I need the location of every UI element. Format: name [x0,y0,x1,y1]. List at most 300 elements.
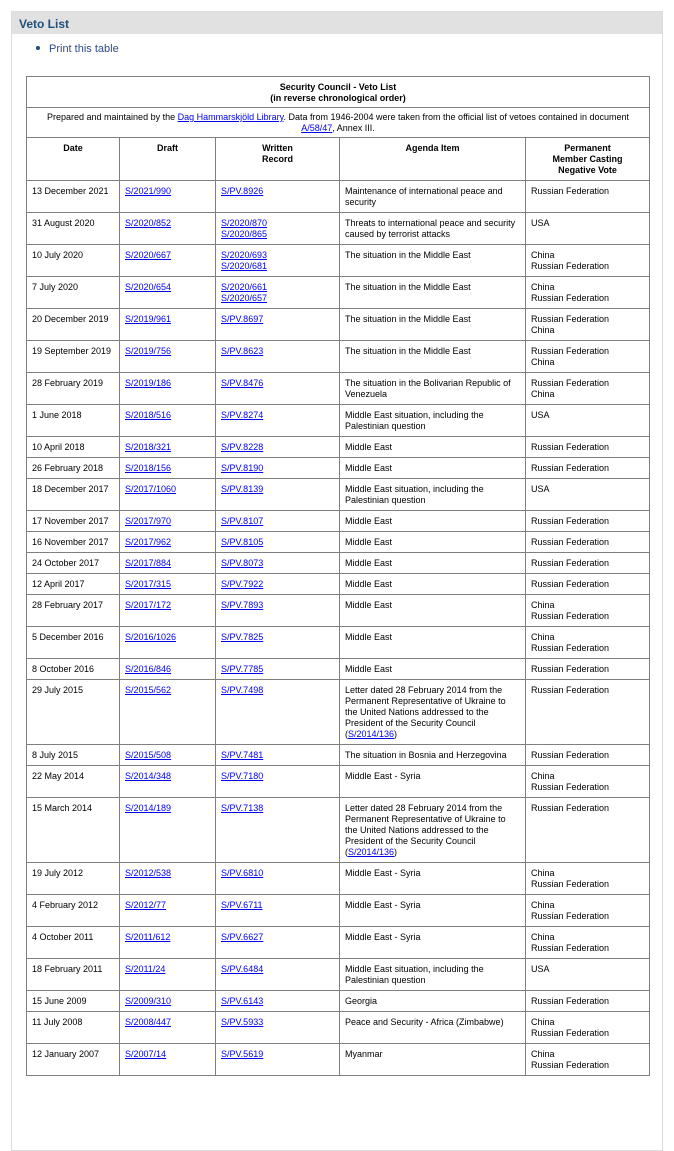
draft-link[interactable]: S/2017/962 [125,537,172,547]
library-link[interactable]: Dag Hammarskjöld Library [177,112,284,122]
member-name: Russian Federation [531,750,610,760]
draft-link[interactable]: S/2011/612 [125,932,171,942]
agenda-text: Georgia [345,996,378,1006]
cell-date: 17 November 2017 [27,511,120,532]
agenda-text: Middle East [345,664,393,674]
cell-date: 22 May 2014 [27,766,120,798]
member-name: Russian Federation [531,378,610,388]
cell-written-record [216,659,340,680]
cell-draft [120,277,216,309]
agenda-text: Middle East [345,579,393,589]
cell-written-record [216,437,340,458]
cell-written-record [216,798,340,863]
record-link[interactable]: S/PV.8190 [221,463,264,473]
cell-written-record [216,574,340,595]
table-row [27,595,650,627]
cell-draft [120,766,216,798]
cell-permanent-member [526,277,650,309]
member-name: Russian Federation [531,463,610,473]
agenda-text: Letter dated 28 February 2014 from the Permanent Representative of Ukraine to the United Nations addressed to the President of the Security Council ( [345,803,506,857]
table-row [27,1012,650,1044]
cell-written-record [216,1012,340,1044]
header-draft: Draft [120,138,216,181]
cell-draft [120,959,216,991]
agenda-document-link[interactable]: S/2014/136 [348,847,395,857]
draft-link[interactable]: S/2016/846 [125,664,172,674]
cell-permanent-member [526,309,650,341]
agenda-text: Middle East situation, including the Palestinian question [345,964,484,985]
cell-draft [120,405,216,437]
cell-permanent-member [526,437,650,458]
cell-written-record [216,245,340,277]
record-link[interactable]: S/PV.6143 [221,996,264,1006]
member-name: China [531,282,555,292]
record-link[interactable]: S/PV.8228 [221,442,264,452]
member-name: Russian Federation [531,537,610,547]
table-row [27,863,650,895]
cell-date: 18 February 2011 [27,959,120,991]
agenda-text: Middle East [345,558,393,568]
member-name: Russian Federation [531,293,610,303]
member-name: China [531,632,555,642]
cell-written-record [216,1044,340,1076]
cell-permanent-member [526,181,650,213]
record-link[interactable]: S/PV.7893 [221,600,264,610]
cell-draft [120,595,216,627]
cell-draft [120,745,216,766]
table-row [27,574,650,595]
member-name: Russian Federation [531,558,610,568]
cell-written-record [216,277,340,309]
cell-permanent-member [526,373,650,405]
draft-link[interactable]: S/2018/321 [125,442,172,452]
cell-permanent-member [526,1012,650,1044]
draft-link[interactable]: S/2015/508 [125,750,172,760]
agenda-text: Middle East [345,442,393,452]
cell-permanent-member [526,895,650,927]
cell-date: 15 June 2009 [27,991,120,1012]
record-link[interactable]: S/PV.8697 [221,314,264,324]
cell-agenda-item [340,745,526,766]
table-row [27,680,650,745]
record-link[interactable]: S/2020/657 [221,293,268,303]
caption-title: Security Council - Veto List [279,82,397,92]
column-headers [27,138,650,181]
cell-draft [120,373,216,405]
member-name: China [531,357,555,367]
record-link[interactable]: S/PV.8623 [221,346,264,356]
cell-permanent-member [526,341,650,373]
cell-agenda-item [340,959,526,991]
cell-agenda-item [340,479,526,511]
cell-permanent-member [526,1044,650,1076]
cell-draft [120,927,216,959]
cell-agenda-item [340,574,526,595]
record-link[interactable]: S/PV.8139 [221,484,264,494]
record-link[interactable]: S/PV.7481 [221,750,264,760]
agenda-text-after: ) [394,729,398,739]
record-link[interactable]: S/PV.7922 [221,579,264,589]
table-row [27,532,650,553]
table-caption-row [27,77,650,108]
cell-written-record [216,991,340,1012]
member-name: USA [531,410,550,420]
cell-agenda-item [340,405,526,437]
record-link[interactable]: S/PV.8476 [221,378,264,388]
record-link[interactable]: S/PV.5933 [221,1017,264,1027]
panel-title: Veto List [12,12,662,34]
cell-permanent-member [526,511,650,532]
cell-draft [120,895,216,927]
cell-permanent-member [526,745,650,766]
cell-written-record [216,405,340,437]
cell-draft [120,309,216,341]
record-link[interactable]: S/PV.6627 [221,932,264,942]
cell-draft [120,574,216,595]
member-name: Russian Federation [531,579,610,589]
record-link[interactable]: S/2020/681 [221,261,268,271]
cell-permanent-member [526,553,650,574]
record-link[interactable]: S/PV.7180 [221,771,264,781]
member-name: Russian Federation [531,911,610,921]
member-name: China [531,1017,555,1027]
cell-agenda-item [340,213,526,245]
agenda-text: Middle East [345,516,393,526]
cell-written-record [216,959,340,991]
cell-date: 10 April 2018 [27,437,120,458]
table-row [27,659,650,680]
header-written-record: Written Record [216,138,340,181]
agenda-text: The situation in the Middle East [345,282,471,292]
member-name: Russian Federation [531,803,610,813]
cell-written-record [216,766,340,798]
cell-agenda-item [340,766,526,798]
table-row [27,405,650,437]
cell-agenda-item [340,595,526,627]
agenda-text: Middle East [345,600,393,610]
member-name: USA [531,964,550,974]
record-link[interactable]: S/PV.7785 [221,664,264,674]
cell-date: 31 August 2020 [27,213,120,245]
cell-draft [120,627,216,659]
cell-agenda-item [340,532,526,553]
cell-agenda-item [340,553,526,574]
cell-written-record [216,213,340,245]
table-row [27,181,650,213]
cell-written-record [216,895,340,927]
member-name: China [531,771,555,781]
table-row [27,991,650,1012]
draft-link[interactable]: S/2020/667 [125,250,172,260]
cell-date: 8 July 2015 [27,745,120,766]
cell-date: 19 September 2019 [27,341,120,373]
record-link[interactable]: S/PV.8105 [221,537,264,547]
draft-link[interactable]: S/2008/447 [125,1017,172,1027]
cell-date: 5 December 2016 [27,627,120,659]
cell-agenda-item [340,437,526,458]
draft-link[interactable]: S/2017/970 [125,516,172,526]
table-row [27,213,650,245]
cell-written-record [216,927,340,959]
cell-agenda-item [340,863,526,895]
cell-agenda-item [340,659,526,680]
table-row [27,479,650,511]
cell-permanent-member [526,798,650,863]
record-link[interactable]: S/PV.7498 [221,685,264,695]
cell-permanent-member [526,458,650,479]
member-name: China [531,900,555,910]
member-name: Russian Federation [531,516,610,526]
record-link[interactable]: S/PV.6484 [221,964,264,974]
cell-agenda-item [340,627,526,659]
cell-written-record [216,309,340,341]
cell-agenda-item [340,341,526,373]
cell-draft [120,863,216,895]
cell-date: 12 April 2017 [27,574,120,595]
cell-date: 7 July 2020 [27,277,120,309]
draft-link[interactable]: S/2018/156 [125,463,172,473]
member-name: Russian Federation [531,442,610,452]
cell-permanent-member [526,680,650,745]
agenda-text: Letter dated 28 February 2014 from the Permanent Representative of Ukraine to the United Nations addressed to the President of the Security Council ( [345,685,506,739]
member-name: Russian Federation [531,996,610,1006]
table-row [27,553,650,574]
member-name: Russian Federation [531,685,610,695]
member-name: Russian Federation [531,643,610,653]
record-link[interactable]: S/PV.7825 [221,632,264,642]
member-name: USA [531,218,550,228]
draft-link[interactable]: S/2021/990 [125,186,172,196]
table-caption [27,77,650,108]
record-link[interactable]: S/PV.8274 [221,410,264,420]
cell-date: 28 February 2019 [27,373,120,405]
cell-written-record [216,511,340,532]
record-link[interactable]: S/PV.8107 [221,516,264,526]
record-link[interactable]: S/PV.5619 [221,1049,264,1059]
draft-link[interactable]: S/2019/961 [125,314,172,324]
table-row [27,245,650,277]
cell-agenda-item [340,277,526,309]
cell-draft [120,341,216,373]
cell-agenda-item [340,991,526,1012]
draft-link[interactable]: S/2012/538 [125,868,172,878]
cell-date: 11 July 2008 [27,1012,120,1044]
bullet-icon [36,46,40,50]
table-source-row [27,108,650,138]
member-name: Russian Federation [531,879,610,889]
cell-draft [120,553,216,574]
cell-date: 4 October 2011 [27,927,120,959]
cell-permanent-member [526,213,650,245]
cell-agenda-item [340,680,526,745]
member-name: China [531,325,555,335]
member-name: China [531,868,555,878]
cell-permanent-member [526,479,650,511]
cell-agenda-item [340,511,526,532]
record-link[interactable]: S/PV.6711 [221,900,263,910]
cell-permanent-member [526,627,650,659]
draft-link[interactable]: S/2014/189 [125,803,172,813]
agenda-text: The situation in the Middle East [345,346,471,356]
draft-link[interactable]: S/2017/884 [125,558,172,568]
member-name: China [531,250,555,260]
cell-agenda-item [340,1044,526,1076]
cell-draft [120,1012,216,1044]
cell-permanent-member [526,927,650,959]
cell-permanent-member [526,959,650,991]
table-row [27,627,650,659]
cell-permanent-member [526,405,650,437]
agenda-text: Middle East - Syria [345,900,421,910]
cell-draft [120,532,216,553]
cell-draft [120,1044,216,1076]
draft-link[interactable]: S/2014/348 [125,771,172,781]
table-row [27,1044,650,1076]
cell-agenda-item [340,181,526,213]
member-name: China [531,600,555,610]
cell-agenda-item [340,458,526,479]
agenda-text: Myanmar [345,1049,383,1059]
draft-link[interactable]: S/2012/77 [125,900,167,910]
cell-date: 26 February 2018 [27,458,120,479]
agenda-text: Middle East - Syria [345,932,421,942]
cell-date: 8 October 2016 [27,659,120,680]
table-row [27,373,650,405]
cell-date: 16 November 2017 [27,532,120,553]
draft-link[interactable]: S/2020/852 [125,218,172,228]
cell-agenda-item [340,1012,526,1044]
document-link[interactable]: A/58/47 [301,123,333,133]
source-note: Prepared and maintained by the Dag Hammarskjöld Library. Data from 1946-2004 were taken from the official list of vetoes contained in document A/58/47, Annex III. [27,108,650,138]
member-name: Russian Federation [531,1060,610,1070]
table-row [27,895,650,927]
header-agenda-item: Agenda Item [340,138,526,181]
cell-draft [120,181,216,213]
record-link[interactable]: S/2020/693 [221,250,268,260]
record-link[interactable]: S/PV.8073 [221,558,264,568]
draft-link[interactable]: S/2007/14 [125,1049,167,1059]
member-name: China [531,1049,555,1059]
print-table-link[interactable]: Print this table [49,43,119,55]
member-name: USA [531,484,550,494]
cell-permanent-member [526,574,650,595]
cell-date: 24 October 2017 [27,553,120,574]
cell-agenda-item [340,309,526,341]
draft-link[interactable]: S/2011/24 [125,964,166,974]
cell-date: 20 December 2019 [27,309,120,341]
cell-written-record [216,458,340,479]
record-link[interactable]: S/PV.6810 [221,868,264,878]
record-link[interactable]: S/2020/865 [221,229,268,239]
cell-draft [120,245,216,277]
agenda-document-link[interactable]: S/2014/136 [348,729,395,739]
table-row [27,927,650,959]
draft-link[interactable]: S/2015/562 [125,685,172,695]
table-row [27,959,650,991]
cell-written-record [216,479,340,511]
cell-draft [120,680,216,745]
table-row [27,766,650,798]
cell-written-record [216,553,340,574]
draft-link[interactable]: S/2017/315 [125,579,172,589]
cell-written-record [216,532,340,553]
table-row [27,458,650,479]
cell-draft [120,991,216,1012]
agenda-text: The situation in Bosnia and Herzegovina [345,750,507,760]
cell-written-record [216,181,340,213]
table-body [27,181,650,1076]
draft-link[interactable]: S/2016/1026 [125,632,177,642]
cell-permanent-member [526,863,650,895]
member-name: Russian Federation [531,611,610,621]
cell-permanent-member [526,766,650,798]
draft-link[interactable]: S/2019/186 [125,378,172,388]
header-date: Date [27,138,120,181]
table-row [27,798,650,863]
member-name: China [531,932,555,942]
record-link[interactable]: S/2020/661 [221,282,268,292]
table-row [27,277,650,309]
agenda-text: Peace and Security - Africa (Zimbabwe) [345,1017,504,1027]
cell-agenda-item [340,895,526,927]
table-row [27,437,650,458]
cell-agenda-item [340,373,526,405]
draft-link[interactable]: S/2018/516 [125,410,172,420]
cell-draft [120,479,216,511]
draft-link[interactable]: S/2009/310 [125,996,172,1006]
cell-written-record [216,627,340,659]
cell-date: 18 December 2017 [27,479,120,511]
member-name: Russian Federation [531,186,610,196]
cell-permanent-member [526,595,650,627]
cell-draft [120,437,216,458]
member-name: China [531,389,555,399]
cell-written-record [216,595,340,627]
draft-link[interactable]: S/2017/172 [125,600,172,610]
record-link[interactable]: S/PV.7138 [221,803,264,813]
draft-link[interactable]: S/2017/1060 [125,484,177,494]
member-name: Russian Federation [531,346,610,356]
table-row [27,309,650,341]
table-row [27,511,650,532]
record-link[interactable]: S/PV.8926 [221,186,264,196]
agenda-text: The situation in the Bolivarian Republic of Venezuela [345,378,511,399]
draft-link[interactable]: S/2020/654 [125,282,172,292]
agenda-text: Middle East - Syria [345,868,421,878]
agenda-text: The situation in the Middle East [345,314,471,324]
agenda-text-after: ) [394,847,398,857]
member-name: Russian Federation [531,261,610,271]
cell-written-record [216,373,340,405]
record-link[interactable]: S/2020/870 [221,218,268,228]
cell-agenda-item [340,927,526,959]
cell-date: 12 January 2007 [27,1044,120,1076]
member-name: Russian Federation [531,314,610,324]
cell-date: 10 July 2020 [27,245,120,277]
cell-written-record [216,745,340,766]
caption-subtitle: (in reverse chronological order) [270,93,406,103]
cell-draft [120,659,216,680]
cell-written-record [216,680,340,745]
agenda-text: Maintenance of international peace and security [345,186,503,207]
veto-list-panel [11,11,663,1151]
veto-table [26,76,650,1076]
cell-permanent-member [526,245,650,277]
print-item [36,43,119,55]
draft-link[interactable]: S/2019/756 [125,346,172,356]
cell-draft [120,511,216,532]
member-name: Russian Federation [531,664,610,674]
